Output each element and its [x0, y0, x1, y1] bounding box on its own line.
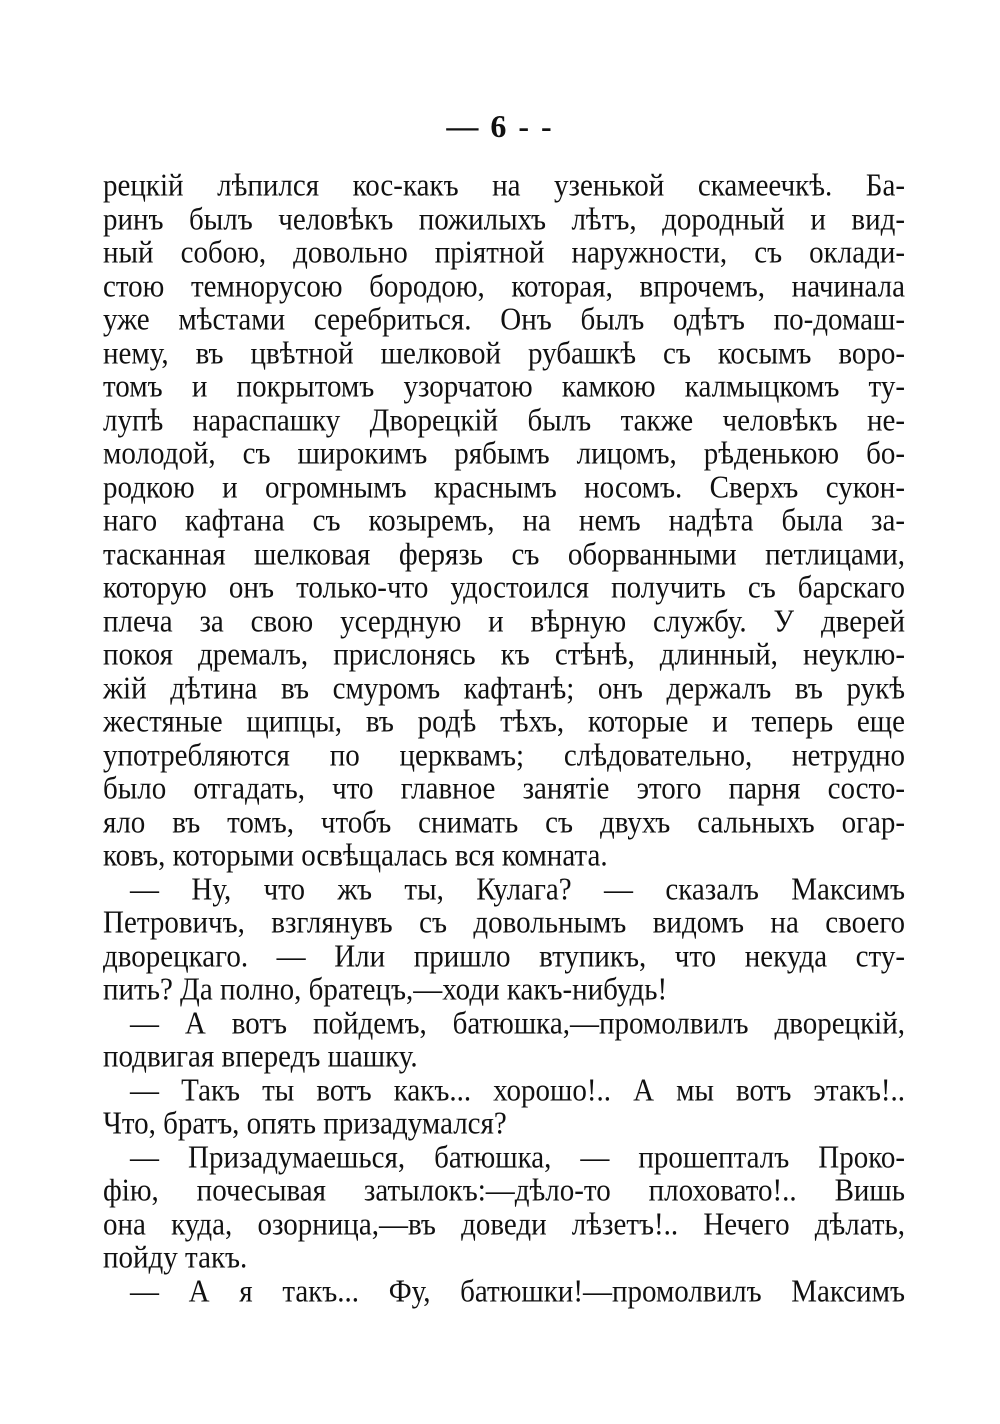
- text-line: подвигая впередъ шашку.: [103, 1039, 418, 1075]
- text-line: ковъ, которыми освѣщалась вся комната.: [103, 838, 608, 874]
- text-line: пойду такъ.: [103, 1240, 248, 1276]
- text-line: молодой, съ широкимъ рябымъ лицомъ, рѣденькою бо-: [103, 436, 905, 472]
- text-line: рецкій лѣпился кос-какъ на узенькой скамеечкѣ. Ба-: [103, 168, 905, 204]
- text-line: лупѣ нараспашку Дворецкій былъ также человѣкъ не-: [103, 403, 905, 438]
- text-line: — А я такъ... Фу, батюшки!—промолвилъ Максимъ: [130, 1274, 905, 1309]
- text-line: родкою и огромнымъ краснымъ носомъ. Сверхъ сукон-: [103, 470, 905, 505]
- text-line: уже мѣстами серебриться. Онъ былъ одѣтъ по-домаш-: [103, 302, 905, 338]
- text-line: Что, братъ, опять призадумался?: [103, 1106, 507, 1142]
- text-line: плеча за свою усердную и вѣрную службу. У дверей: [103, 604, 905, 639]
- text-line: жій дѣтина въ смуромъ кафтанѣ; онъ держалъ въ рукѣ: [103, 671, 905, 706]
- text-line: употребляются по церквамъ; слѣдовательно, нетрудно: [103, 738, 905, 773]
- text-line: ринъ былъ человѣкъ пожилыхъ лѣтъ, дородный и вид-: [103, 202, 905, 237]
- text-line: томъ и покрытомъ узорчатою камкою калмыцкомъ ту-: [103, 369, 905, 405]
- text-line: дворецкаго. — Или пришло втупикъ, что некуда сту-: [103, 939, 905, 974]
- text-line: Петровичъ, взглянувъ съ довольнымъ видомъ на своего: [103, 905, 905, 941]
- text-line: наго кафтана съ козыремъ, на немъ надѣта была за-: [103, 503, 905, 539]
- text-line: нему, въ цвѣтной шелковой рубашкѣ съ косымъ воро-: [103, 336, 905, 371]
- text-line: было отгадать, что главное занятіе этого парня состо-: [103, 771, 905, 807]
- text-line: ный собою, довольно пріятной наружности, съ оклади-: [103, 235, 905, 271]
- text-line: — Такъ ты вотъ какъ... хорошо!.. А мы вотъ этакъ!..: [130, 1073, 905, 1108]
- page-number: — 6 - -: [446, 108, 554, 144]
- text-line: жестяные щипцы, въ родѣ тѣхъ, которые и теперь еще: [103, 704, 905, 740]
- text-line: — Ну, что жъ ты, Кулага? — сказалъ Максимъ: [130, 872, 905, 907]
- text-line: — А вотъ пойдемъ, батюшка,—промолвилъ дворецкій,: [130, 1006, 905, 1041]
- text-line: пить? Да полно, братецъ,—ходи какъ-нибудь!: [103, 972, 668, 1008]
- text-line: тасканная шелковая ферязь съ оборванными петлицами,: [103, 537, 905, 572]
- text-line: фiю, почесывая затылокъ:—дѣло-то плоховато!.. Вишь: [103, 1173, 905, 1209]
- text-line: которую онъ только-что удостоился получить съ барскаго: [103, 570, 905, 606]
- text-line: яло въ томъ, чтобъ снимать съ двухъ сальныхъ огар-: [103, 805, 905, 840]
- text-line: покоя дремалъ, прислонясь къ стѣнѣ, длинный, неуклю-: [103, 637, 905, 673]
- text-line: стою темнорусою бородою, которая, впрочемъ, начинала: [103, 269, 905, 304]
- text-line: — Призадумаешься, батюшка, — прошепталъ Проко-: [130, 1140, 905, 1175]
- body-text: [103, 170, 905, 1309]
- text-line: она куда, озорница,—въ доведи лѣзетъ!.. Нечего дѣлать,: [103, 1207, 905, 1242]
